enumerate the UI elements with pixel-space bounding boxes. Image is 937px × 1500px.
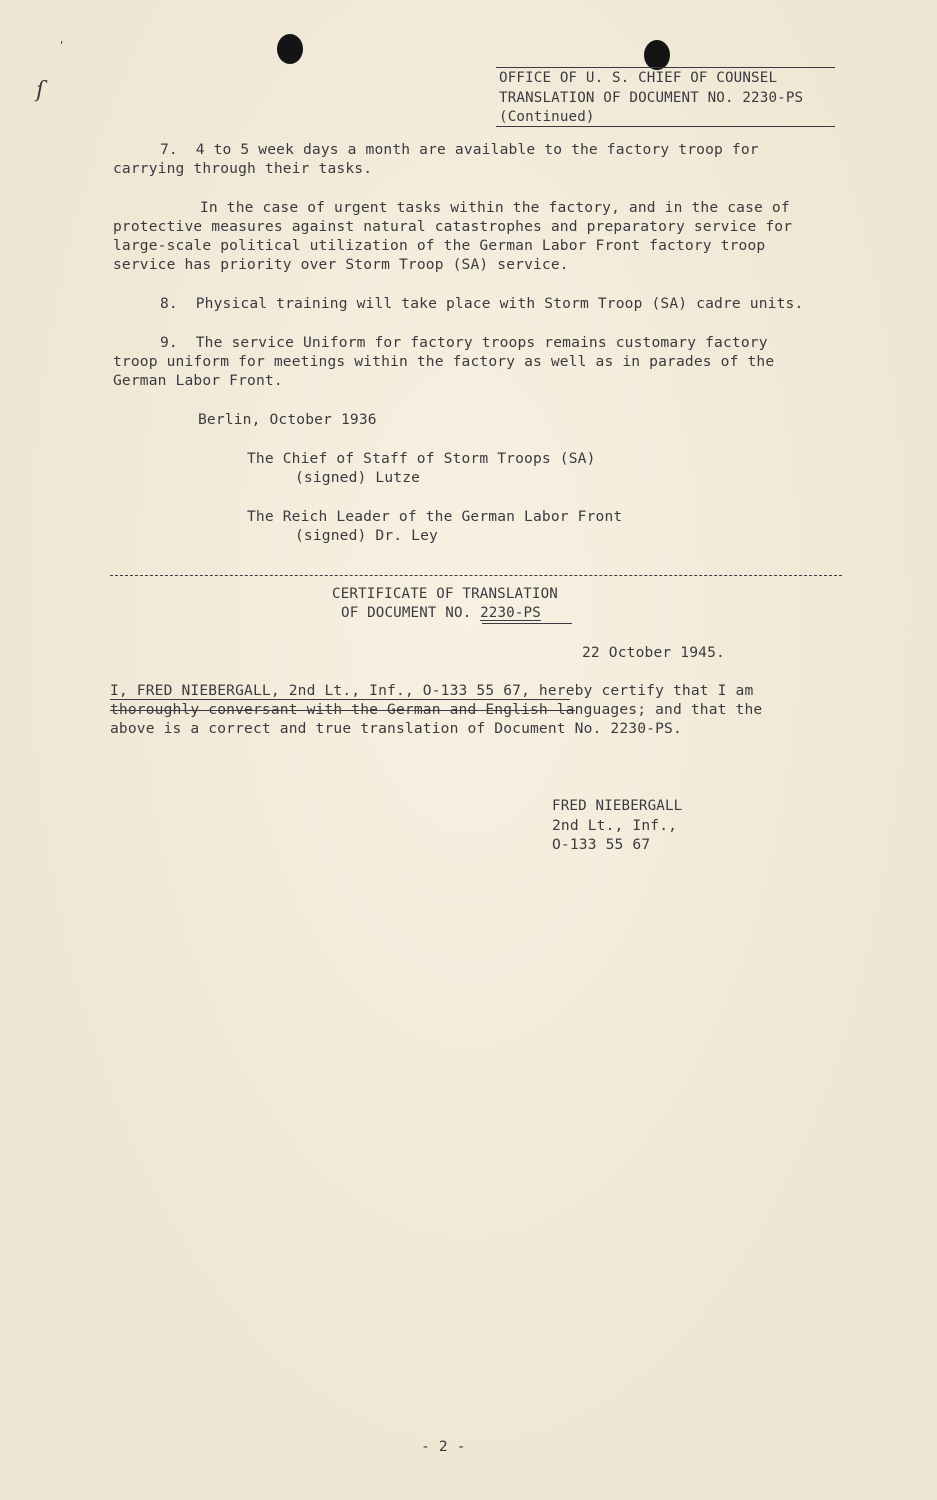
header-bottom-rule [496,126,835,127]
certificate-title-line-2 [341,604,541,623]
header-continued: (Continued) [499,109,595,125]
place-date: Berlin, October 1936 [198,411,377,428]
punch-hole-left [277,34,303,64]
paragraph-7-line-1: 7. 4 to 5 week days a month are available to the factory troop for [160,141,759,158]
signature-1-name: (signed) Lutze [295,469,421,486]
paragraph-9-line-2: troop uniform for meetings within the factory as well as in parades of the [113,353,775,370]
signature-2-title: The Reich Leader of the German Labor Front [247,508,623,525]
paragraph-8: 8. Physical training will take place with Storm Troop (SA) cadre units. [160,295,804,312]
paragraph-7b-line-3: large-scale political utilization of the German Labor Front factory troop [113,237,766,254]
signer-name: FRED NIEBERGALL [552,798,683,814]
certificate-doc-underline [482,623,572,624]
signature-1-title: The Chief of Staff of Storm Troops (SA) [247,450,596,467]
paragraph-7b-line-2: protective measures against natural catastrophes and preparatory service for [113,218,793,235]
certificate-doc-number: 2230-PS [480,605,541,621]
certificate-doc-prefix: OF DOCUMENT NO. [341,605,472,621]
signature-2-name: (signed) Dr. Ley [295,527,438,544]
paragraph-7b-line-1: In the case of urgent tasks within the factory, and in the case of [200,199,790,216]
page-number: - 2 - [421,1438,466,1455]
certificate-underline-2 [110,710,575,711]
certificate-date: 22 October 1945. [582,644,725,661]
certificate-title-line-1: CERTIFICATE OF TRANSLATION [332,586,558,602]
punch-hole-right [644,40,670,70]
certificate-text-line-2: thoroughly conversant with the German and English languages; and that the [110,701,763,718]
certificate-text-line-3: above is a correct and true translation of Document No. 2230-PS. [110,720,682,737]
margin-mark-icon: ʹ [60,40,64,54]
margin-slash-icon: ſ [36,78,45,103]
section-divider [110,575,842,576]
paragraph-9-line-1: 9. The service Uniform for factory troops remains customary factory [160,334,768,351]
paragraph-9-line-3: German Labor Front. [113,372,283,389]
header-top-rule [496,67,835,68]
header-office: OFFICE OF U. S. CHIEF OF COUNSEL [499,70,778,86]
signer-rank: 2nd Lt., Inf., [552,817,678,834]
certificate-text-line-1: I, FRED NIEBERGALL, 2nd Lt., Inf., O-133 55 67, hereby certify that I am [110,682,754,699]
paragraph-7-line-2: carrying through their tasks. [113,160,373,177]
paragraph-7b-line-4: service has priority over Storm Troop (SA) service. [113,256,569,273]
signer-serial: O-133 55 67 [552,836,651,853]
header-translation: TRANSLATION OF DOCUMENT NO. 2230-PS [499,90,804,106]
